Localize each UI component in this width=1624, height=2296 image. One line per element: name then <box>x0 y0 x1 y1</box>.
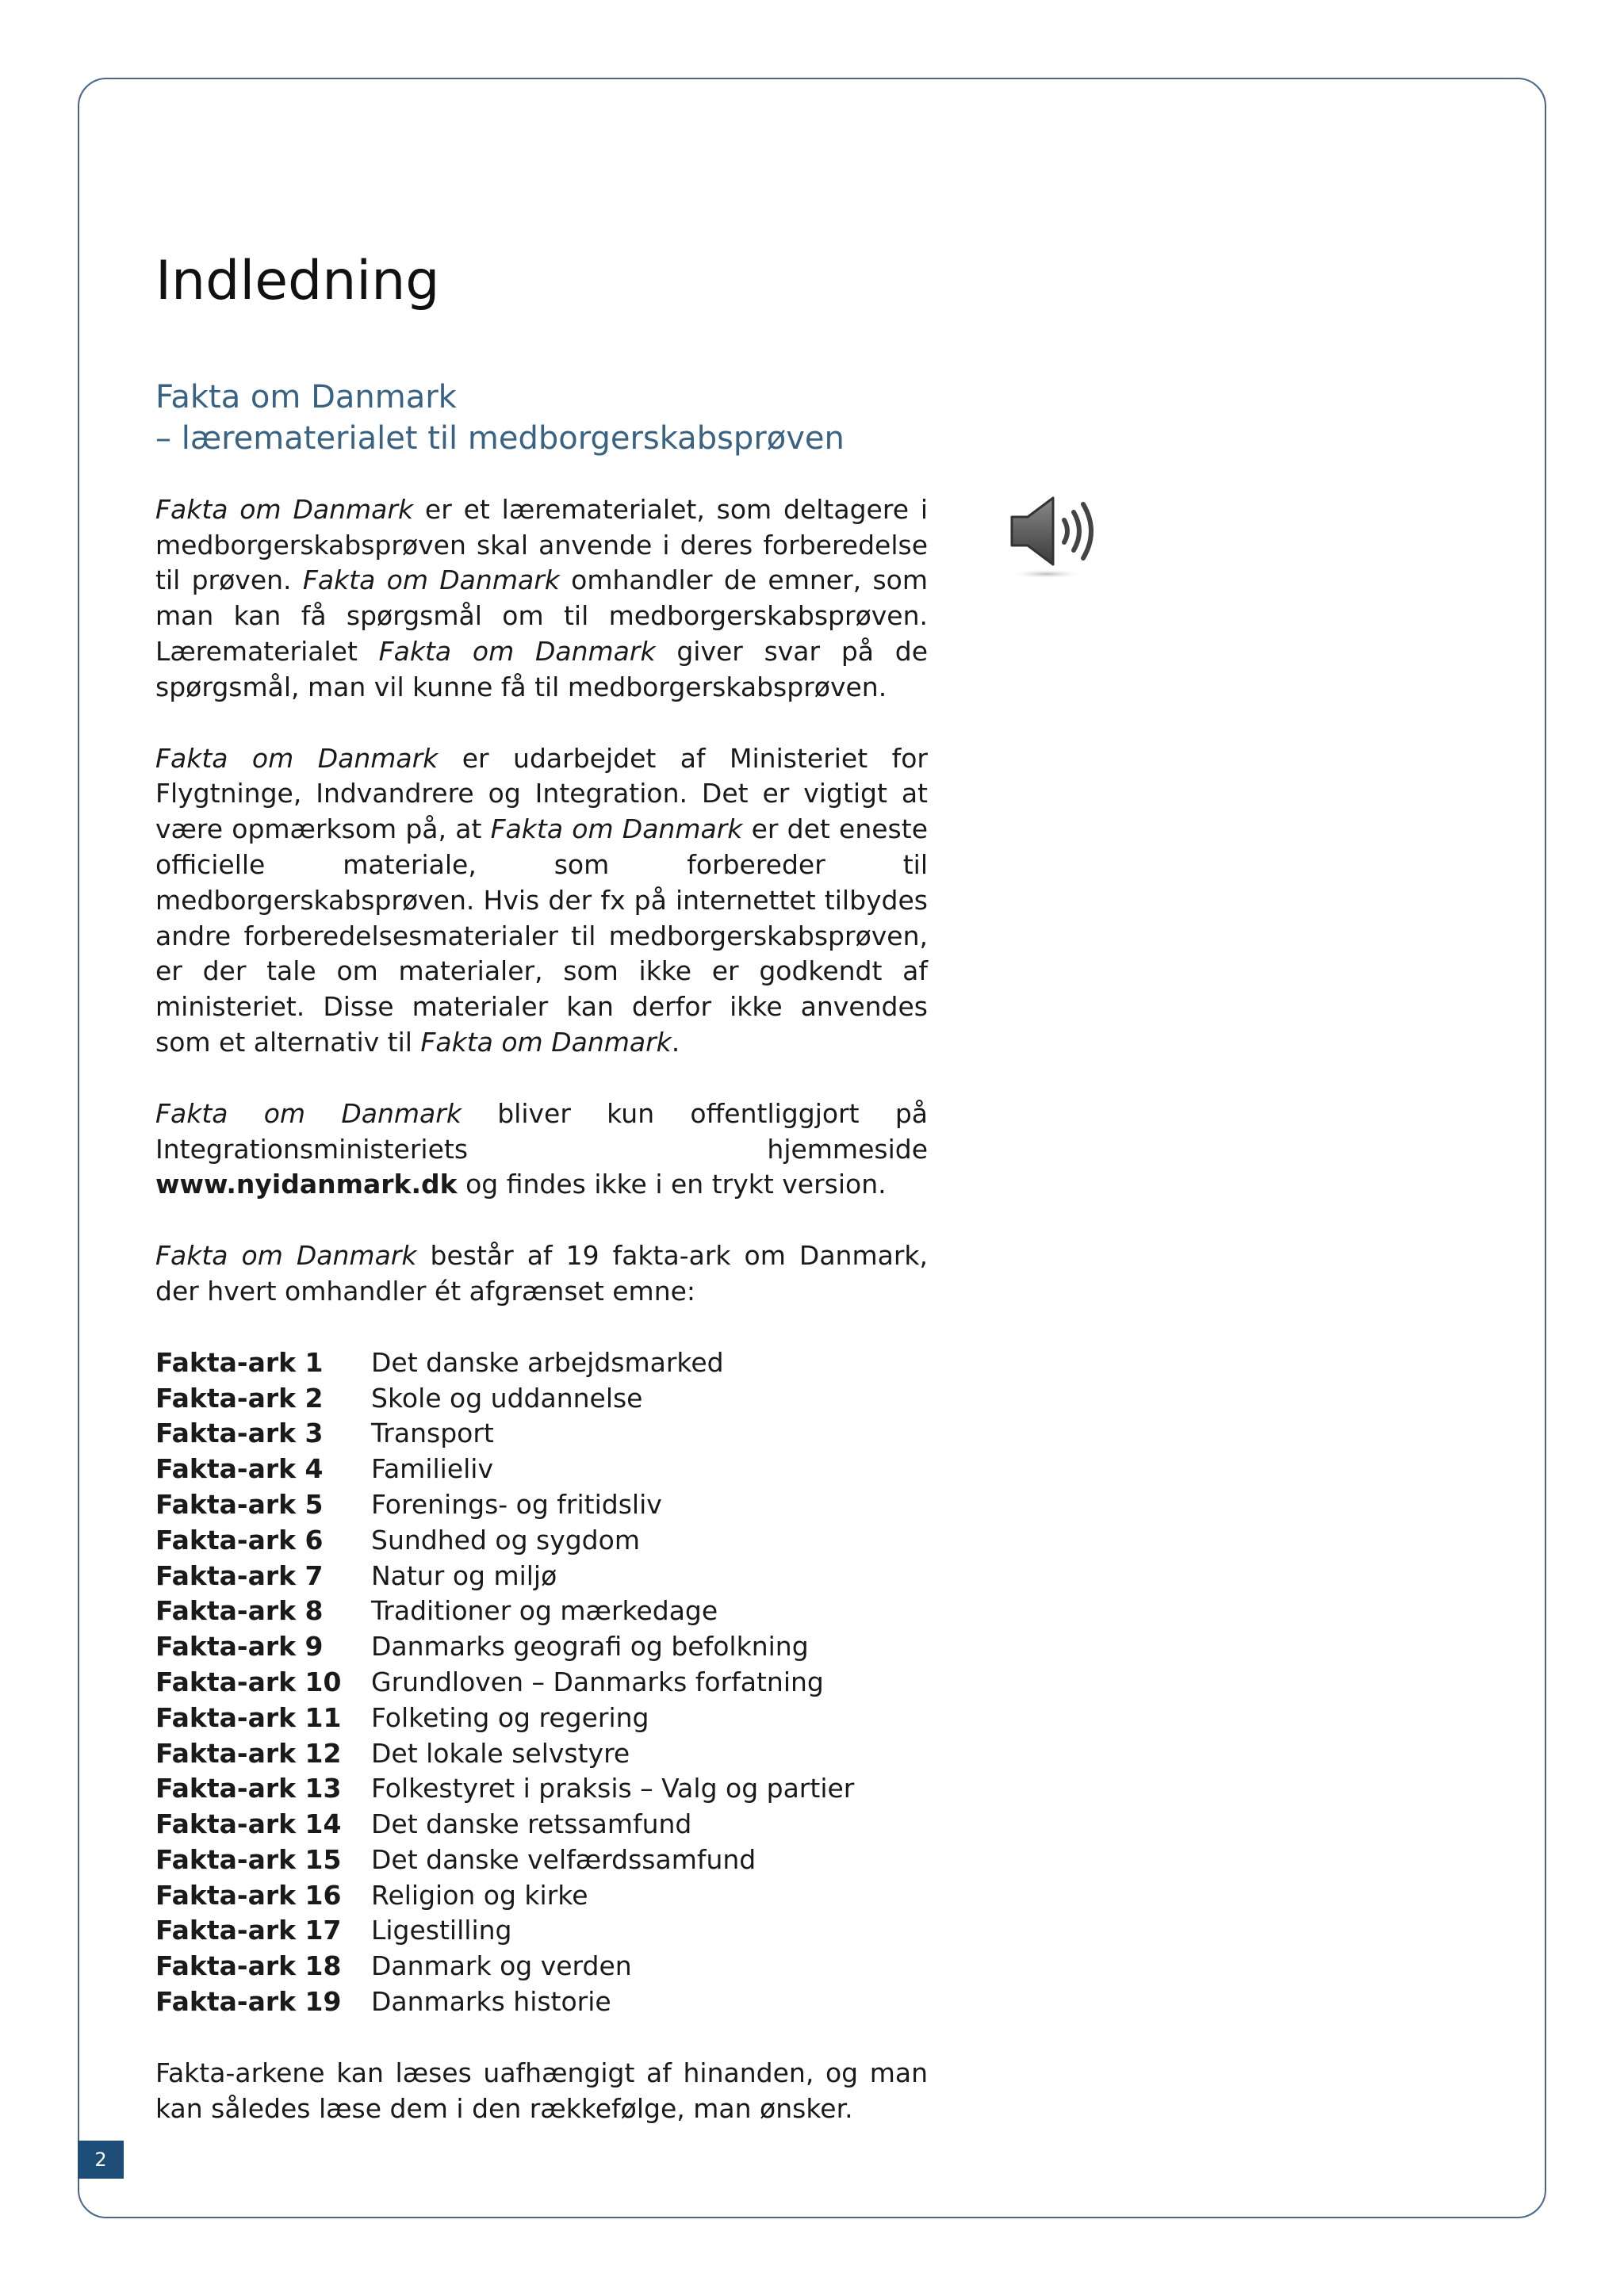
fact-sheet-topic: Skole og uddannelse <box>371 1382 643 1414</box>
fact-sheet-row <box>155 1984 928 2020</box>
page-number-badge: 2 <box>78 2141 124 2179</box>
subtitle-line-1: Fakta om Danmark <box>155 378 457 415</box>
paragraph-text: er det eneste officielle materiale, som forbereder til medborgerskabsprøven. Hvis der fx på internettet tilbydes andre forberedelsesmaterialer til medborgerskabsprøven, er der tale om materialer, som ikke er godkendt af ministeriet. Disse materialer kan derfor ikke anvendes som et alternativ til <box>155 813 928 1058</box>
fact-sheet-row <box>155 1949 928 1984</box>
fact-sheet-label: Fakta-ark 19 <box>155 1986 342 2018</box>
paragraph-text: er et lærematerialet, som deltagere i medborgerskabsprøven skal anvende i deres forberedelse til prøven. <box>155 493 928 596</box>
paragraph-intro <box>155 492 928 706</box>
fact-sheet-topic: Transport <box>371 1418 494 1449</box>
fact-sheet-row <box>155 1345 928 1381</box>
paragraph-closing: Fakta-arkene kan læses uafhængigt af hinanden, og man kan således læse dem i den rækkefølge, man ønsker. <box>155 2057 928 2124</box>
fact-sheet-row <box>155 1381 928 1417</box>
publication-name: Fakta om Danmark <box>155 493 414 525</box>
paragraph-ministry <box>155 741 928 1061</box>
fact-sheet-topic: Folkestyret i praksis – Valg og partier <box>371 1773 855 1804</box>
fact-sheet-row <box>155 1629 928 1665</box>
paragraph-text: er udarbejdet af Ministeriet for Flygtninge, Indvandrere og Integration. Det er vigtigt at være opmærksom på, at <box>155 742 928 845</box>
publication-name: Fakta om Danmark <box>155 742 439 774</box>
fact-sheet-label: Fakta-ark 11 <box>155 1701 342 1733</box>
paragraph-contents <box>155 1238 928 1310</box>
page-subtitle <box>155 377 928 459</box>
fact-sheet-row <box>155 1807 928 1843</box>
publication-name: Fakta om Danmark <box>420 1026 672 1058</box>
paragraph-website <box>155 1096 928 1203</box>
fact-sheet-row <box>155 1523 928 1559</box>
fact-sheet-topic: Det lokale selvstyre <box>371 1737 630 1769</box>
fact-sheet-row <box>155 1701 928 1736</box>
fact-sheet-topic: Danmarks geografi og befolkning <box>371 1631 809 1663</box>
fact-sheet-topic: Forenings- og fritidsliv <box>371 1488 662 1520</box>
fact-sheet-topic: Ligestilling <box>371 1915 512 1946</box>
paragraph-text: . <box>671 1026 680 1058</box>
fact-sheet-label: Fakta-ark 15 <box>155 1843 342 1875</box>
fact-sheet-row <box>155 1452 928 1487</box>
fact-sheet-row <box>155 1771 928 1807</box>
fact-sheet-label: Fakta-ark 13 <box>155 1773 342 1804</box>
fact-sheet-row <box>155 1559 928 1594</box>
fact-sheet-row <box>155 1416 928 1452</box>
paragraph-text: består af 19 fakta-ark om Danmark, der hvert omhandler ét afgrænset emne: <box>155 1240 928 1307</box>
fact-sheet-label: Fakta-ark 6 <box>155 1524 324 1556</box>
fact-sheet-row <box>155 1843 928 1878</box>
publication-name: Fakta om Danmark <box>155 1240 417 1272</box>
fact-sheet-topic: Traditioner og mærkedage <box>371 1595 718 1627</box>
fact-sheet-label: Fakta-ark 9 <box>155 1631 324 1663</box>
subtitle-line-2: – lærematerialet til medborgerskabsprøven <box>155 419 845 457</box>
fact-sheet-topic: Religion og kirke <box>371 1879 588 1911</box>
fact-sheet-label: Fakta-ark 17 <box>155 1915 342 1946</box>
fact-sheet-topic: Danmark og verden <box>371 1950 632 1982</box>
fact-sheet-label: Fakta-ark 18 <box>155 1950 342 1982</box>
paragraph-text: omhandler de emner, som man kan få spørgsmål om til medborgerskabsprøven. Lærematerialet <box>155 564 928 667</box>
fact-sheet-topic: Det danske retssamfund <box>371 1808 692 1840</box>
publication-name: Fakta om Danmark <box>378 635 656 667</box>
fact-sheet-topic: Det danske velfærdssamfund <box>371 1843 756 1875</box>
publication-name: Fakta om Danmark <box>302 564 560 596</box>
fact-sheet-label: Fakta-ark 7 <box>155 1559 324 1591</box>
fact-sheet-row <box>155 1487 928 1523</box>
fact-sheet-label: Fakta-ark 5 <box>155 1488 324 1520</box>
fact-sheet-label: Fakta-ark 8 <box>155 1595 324 1627</box>
website-link[interactable]: www.nyidanmark.dk <box>155 1169 458 1200</box>
paragraph-text: bliver kun offentliggjort på Integrationsministeriets hjemmeside <box>155 1097 928 1165</box>
fact-sheet-topic: Sundhed og sygdom <box>371 1524 640 1556</box>
fact-sheet-label: Fakta-ark 1 <box>155 1346 324 1378</box>
fact-sheet-topic: Familieliv <box>371 1453 493 1485</box>
fact-sheet-row <box>155 1736 928 1772</box>
fact-sheet-label: Fakta-ark 3 <box>155 1418 324 1449</box>
fact-sheet-label: Fakta-ark 12 <box>155 1737 342 1769</box>
fact-sheet-label: Fakta-ark 10 <box>155 1666 342 1697</box>
main-content <box>155 252 928 2126</box>
fact-sheet-row <box>155 1665 928 1701</box>
fact-sheet-row <box>155 1878 928 1914</box>
fact-sheet-topic: Danmarks historie <box>371 1986 611 2018</box>
publication-name: Fakta om Danmark <box>490 813 743 845</box>
fact-sheet-label: Fakta-ark 4 <box>155 1453 324 1485</box>
fact-sheet-topic: Grundloven – Danmarks forfatning <box>371 1666 824 1697</box>
fact-sheet-topic: Det danske arbejdsmarked <box>371 1346 724 1378</box>
fact-sheet-label: Fakta-ark 2 <box>155 1382 324 1414</box>
page-title: Indledning <box>155 250 440 312</box>
fact-sheet-label: Fakta-ark 14 <box>155 1808 342 1840</box>
fact-sheet-row <box>155 1913 928 1949</box>
speaker-icon[interactable] <box>1007 493 1105 580</box>
paragraph-text: og findes ikke i en trykt version. <box>457 1169 887 1200</box>
fact-sheet-topic: Natur og miljø <box>371 1559 557 1591</box>
publication-name: Fakta om Danmark <box>155 1097 462 1129</box>
paragraph-text: giver svar på de spørgsmål, man vil kunne få til medborgerskabsprøven. <box>155 635 929 702</box>
fact-sheet-list <box>155 1345 928 2020</box>
fact-sheet-label: Fakta-ark 16 <box>155 1879 342 1911</box>
fact-sheet-topic: Folketing og regering <box>371 1701 649 1733</box>
fact-sheet-row <box>155 1594 928 1629</box>
